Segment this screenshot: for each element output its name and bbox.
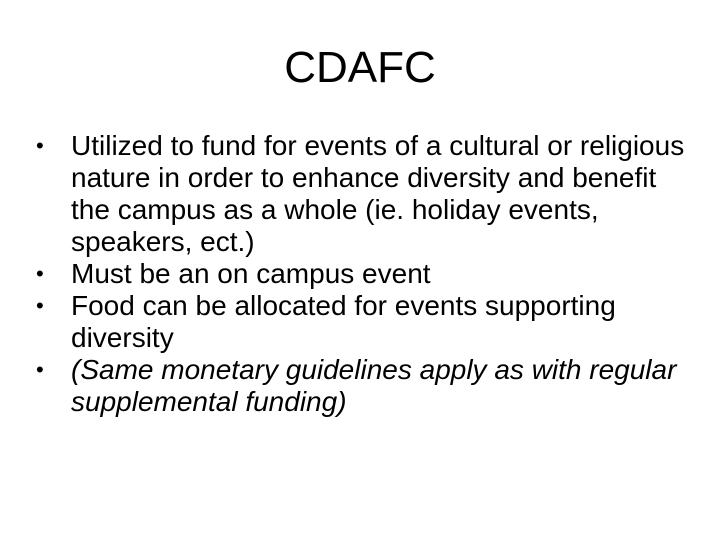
bullet-item: [36, 290, 696, 354]
bullet-dot-icon: •: [36, 261, 44, 286]
bullet-text: (Same monetary guidelines apply as with regular supplemental funding): [71, 354, 677, 417]
bullet-dot-icon: •: [36, 357, 44, 382]
bullet-list: [36, 130, 696, 418]
bullet-text: Utilized to fund for events of a cultural or religious nature in order to enhance diversity and benefit the campus as a whole (ie. holiday events, speakers, ect.): [71, 130, 685, 257]
slide-title: CDAFC: [284, 43, 436, 92]
bullet-dot-icon: •: [36, 133, 44, 158]
bullet-text: Food can be allocated for events supporting diversity: [71, 290, 616, 353]
bullet-item: [36, 258, 696, 290]
bullet-dot-icon: •: [36, 293, 44, 318]
bullet-item: [36, 354, 696, 418]
bullet-text: Must be an on campus event: [71, 258, 431, 289]
bullet-item: [36, 130, 696, 258]
